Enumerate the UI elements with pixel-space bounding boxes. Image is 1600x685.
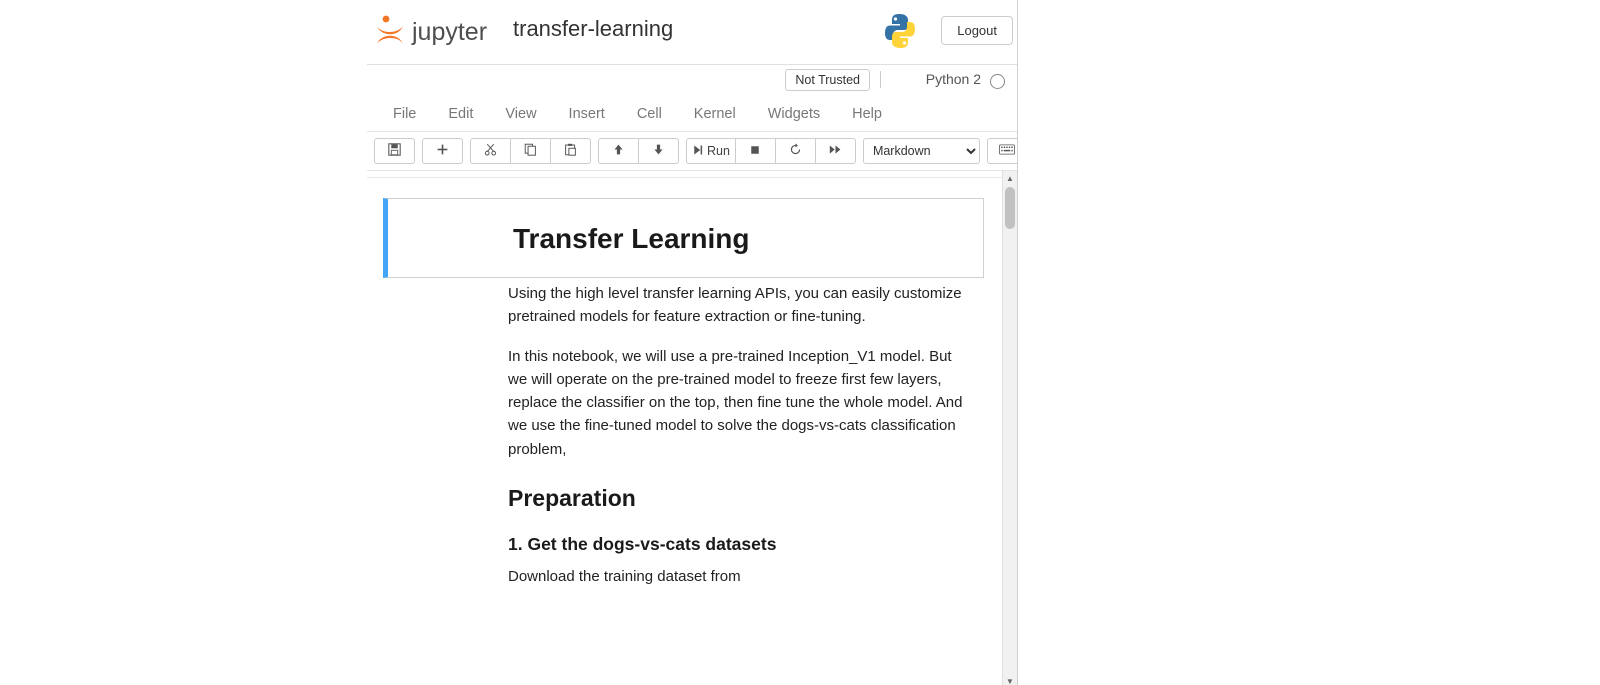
svg-text:jupyter: jupyter bbox=[412, 18, 488, 46]
fast-forward-icon bbox=[829, 143, 842, 159]
run-button-label: Run bbox=[707, 144, 730, 158]
heading-preparation: Preparation bbox=[508, 484, 636, 511]
markdown-rendered-content bbox=[388, 221, 983, 256]
notebook-scroll-area bbox=[367, 171, 1017, 685]
kernel-status-bar bbox=[367, 65, 1017, 97]
markdown-cell-title[interactable] bbox=[383, 198, 984, 278]
markdown-rendered-content bbox=[383, 278, 984, 588]
command-palette-button[interactable] bbox=[987, 138, 1018, 164]
cell-heading-transfer-learning: Transfer Learning bbox=[513, 223, 750, 254]
jupyter-notebook-window bbox=[367, 0, 1018, 685]
arrow-up-icon bbox=[612, 143, 625, 159]
add-cell-button[interactable] bbox=[422, 138, 463, 164]
menu-item-cell[interactable]: Cell bbox=[636, 106, 662, 122]
menu-item-kernel[interactable]: Kernel bbox=[693, 106, 736, 122]
menu-bar bbox=[367, 97, 1017, 132]
copy-cell-button[interactable] bbox=[510, 138, 551, 164]
copy-icon bbox=[524, 143, 537, 159]
run-cell-button[interactable] bbox=[686, 138, 736, 164]
cut-cell-button[interactable] bbox=[470, 138, 511, 164]
python-logo-icon bbox=[883, 12, 917, 50]
notebook-top-divider bbox=[367, 171, 1017, 178]
scroll-down-arrow-icon[interactable]: ▼ bbox=[1006, 676, 1014, 685]
jupyter-logo[interactable] bbox=[372, 12, 507, 52]
run-play-icon bbox=[692, 144, 704, 159]
restart-circular-arrow-icon bbox=[789, 143, 802, 159]
vertical-scrollbar[interactable] bbox=[1002, 171, 1017, 685]
notebook-header bbox=[367, 0, 1017, 65]
notebook-toolbar bbox=[367, 132, 1017, 171]
menu-item-widgets[interactable]: Widgets bbox=[767, 106, 821, 122]
notebook-name[interactable]: transfer-learning bbox=[513, 16, 674, 41]
logout-button[interactable]: Logout bbox=[941, 16, 1013, 45]
kernel-idle-circle-icon[interactable] bbox=[990, 74, 1005, 89]
move-cell-down-button[interactable] bbox=[638, 138, 679, 164]
paragraph-description: In this notebook, we will use a pre-trained Inception_V1 model. But we will operate on the pre-trained model to freeze first few layers, replace the classifier on the top, then fine tune the whole model. And we use the fine-tuned model to solve the dogs-vs-cats classification problem, bbox=[508, 347, 963, 458]
save-group bbox=[374, 138, 415, 164]
markdown-cell-body[interactable] bbox=[383, 278, 984, 588]
insert-cell-group bbox=[422, 138, 463, 164]
kernel-name-label: Python 2 bbox=[925, 71, 981, 87]
keyboard-icon bbox=[999, 144, 1015, 158]
move-cell-up-button[interactable] bbox=[598, 138, 639, 164]
notebook-cells-container bbox=[367, 178, 1002, 685]
scroll-up-arrow-icon[interactable]: ▲ bbox=[1006, 173, 1014, 183]
move-group bbox=[598, 138, 679, 164]
stop-square-icon bbox=[749, 144, 761, 159]
cell-type-select[interactable] bbox=[863, 138, 980, 164]
interrupt-kernel-button[interactable] bbox=[735, 138, 776, 164]
scissors-icon bbox=[484, 143, 497, 159]
heading-get-datasets: 1. Get the dogs-vs-cats datasets bbox=[508, 533, 777, 554]
paragraph-intro: Using the high level transfer learning APIs, you can easily customize pretrained models for feature extraction or fine-tuning. bbox=[508, 285, 962, 326]
command-palette-group bbox=[987, 138, 1018, 164]
save-button[interactable] bbox=[374, 138, 415, 164]
restart-kernel-button[interactable] bbox=[775, 138, 816, 164]
status-divider bbox=[880, 71, 881, 88]
menu-item-insert[interactable]: Insert bbox=[568, 106, 605, 122]
floppy-save-icon bbox=[388, 143, 401, 159]
paste-icon bbox=[564, 143, 577, 159]
paragraph-download: Download the training dataset from bbox=[508, 567, 741, 585]
paste-cell-button[interactable] bbox=[550, 138, 591, 164]
trust-status-badge[interactable]: Not Trusted bbox=[785, 69, 870, 91]
scrollbar-thumb[interactable] bbox=[1005, 187, 1015, 229]
restart-run-all-button[interactable] bbox=[815, 138, 856, 164]
plus-icon bbox=[436, 143, 449, 159]
menu-item-view[interactable]: View bbox=[505, 106, 537, 122]
menu-item-edit[interactable]: Edit bbox=[448, 106, 474, 122]
arrow-down-icon bbox=[652, 143, 665, 159]
run-group bbox=[686, 138, 856, 164]
clipboard-group bbox=[470, 138, 591, 164]
menu-item-help[interactable]: Help bbox=[852, 106, 882, 122]
menu-item-file[interactable]: File bbox=[393, 106, 417, 122]
